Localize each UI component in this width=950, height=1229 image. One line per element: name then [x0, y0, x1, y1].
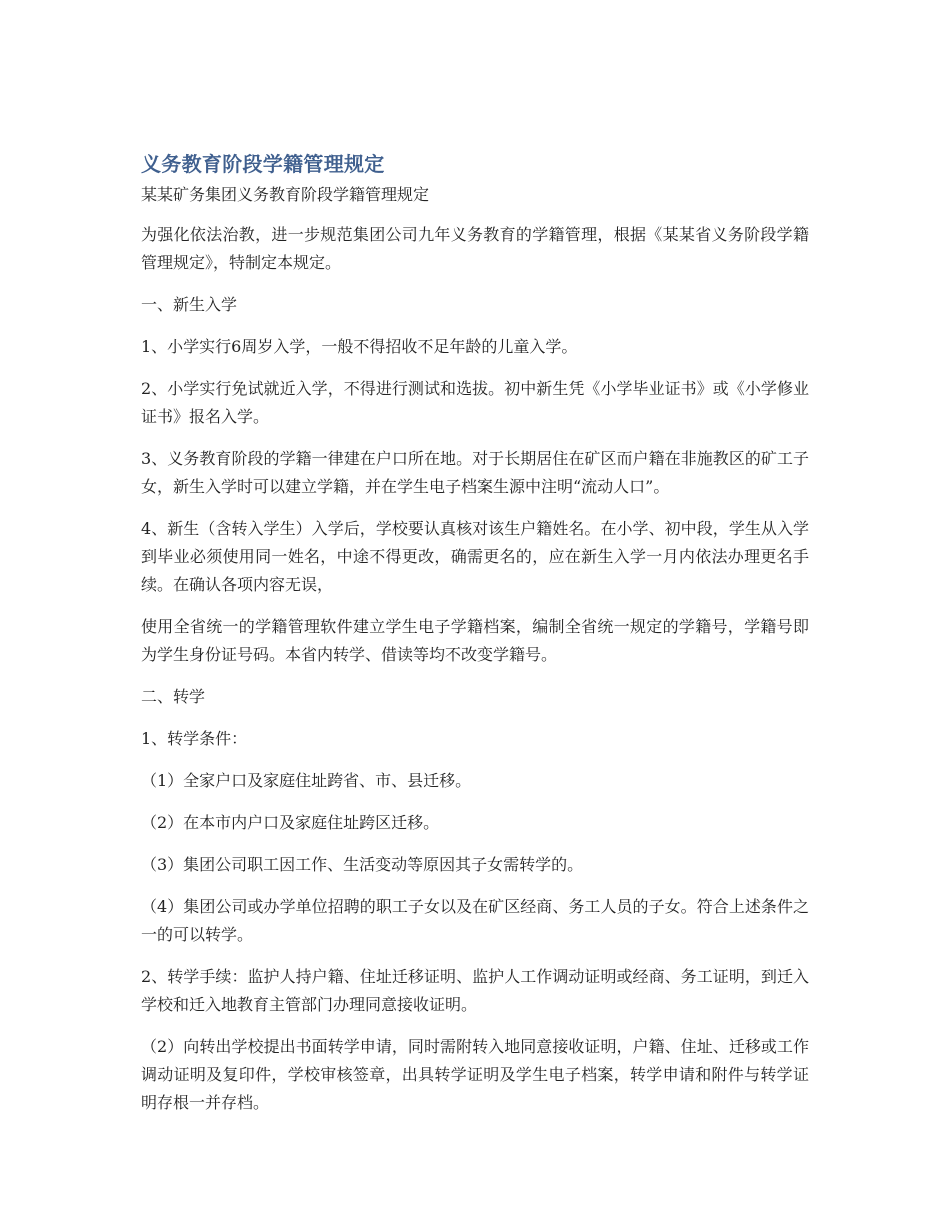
paragraph-transfer-condition-3: （3）集团公司职工因工作、生活变动等原因其子女需转学的。	[141, 855, 584, 874]
paragraph-intro: 为强化依法治教，进一步规范集团公司九年义务教育的学籍管理，根据《某某省义务阶段学籍管理规定》，特制定本规定。	[141, 225, 809, 272]
paragraph-transfer-condition-1: （1）全家户口及家庭住址跨省、市、县迁移。	[141, 771, 472, 790]
paragraph-transfer-condition-4: （4）集团公司或办学单位招聘的职工子女以及在矿区经商、务工人员的子女。符合上述条件之一的可以转学。	[141, 897, 809, 944]
paragraph-enrollment-1: 1、小学实行6周岁入学，一般不得招收不足年龄的儿童入学。	[141, 337, 578, 356]
document-subtitle: 某某矿务集团义务教育阶段学籍管理规定	[141, 185, 430, 204]
document-page	[141, 150, 809, 1131]
paragraph-enrollment-2: 2、小学实行免试就近入学，不得进行测试和选拔。初中新生凭《小学毕业证书》或《小学修业证书》报名入学。	[141, 379, 809, 426]
paragraph-enrollment-4: 4、新生（含转入学生）入学后，学校要认真核对该生户籍姓名。在小学、初中段，学生从入学到毕业必须使用同一姓名，中途不得更改，确需更名的，应在新生入学一月内依法办理更名手续。在确认各项内容无误，	[141, 519, 809, 594]
paragraph-enrollment-4-cont: 使用全省统一的学籍管理软件建立学生电子学籍档案，编制全省统一规定的学籍号，学籍号即为学生身份证号码。本省内转学、借读等均不改变学籍号。	[141, 617, 809, 664]
paragraph-transfer-procedure: 2、转学手续：监护人持户籍、住址迁移证明、监护人工作调动证明或经商、务工证明，到迁入学校和迁入地教育主管部门办理同意接收证明。	[141, 967, 809, 1014]
paragraph-transfer-condition-2: （2）在本市内户口及家庭住址跨区迁移。	[141, 813, 440, 832]
paragraph-transfer-procedure-2: （2）向转出学校提出书面转学申请，同时需附转入地同意接收证明，户籍、住址、迁移或工作调动证明及复印件，学校审核签章，出具转学证明及学生电子档案，转学申请和附件与转学证明存根一并存档。	[141, 1037, 809, 1112]
paragraph-enrollment-3: 3、义务教育阶段的学籍一律建在户口所在地。对于长期居住在矿区而户籍在非施教区的矿工子女，新生入学时可以建立学籍，并在学生电子档案生源中注明“流动人口”。	[141, 449, 809, 496]
section-heading-transfer: 二、转学	[141, 687, 206, 706]
section-heading-enrollment: 一、新生入学	[141, 295, 238, 314]
document-title: 义务教育阶段学籍管理规定	[141, 152, 385, 176]
paragraph-transfer-conditions: 1、转学条件：	[141, 729, 248, 748]
